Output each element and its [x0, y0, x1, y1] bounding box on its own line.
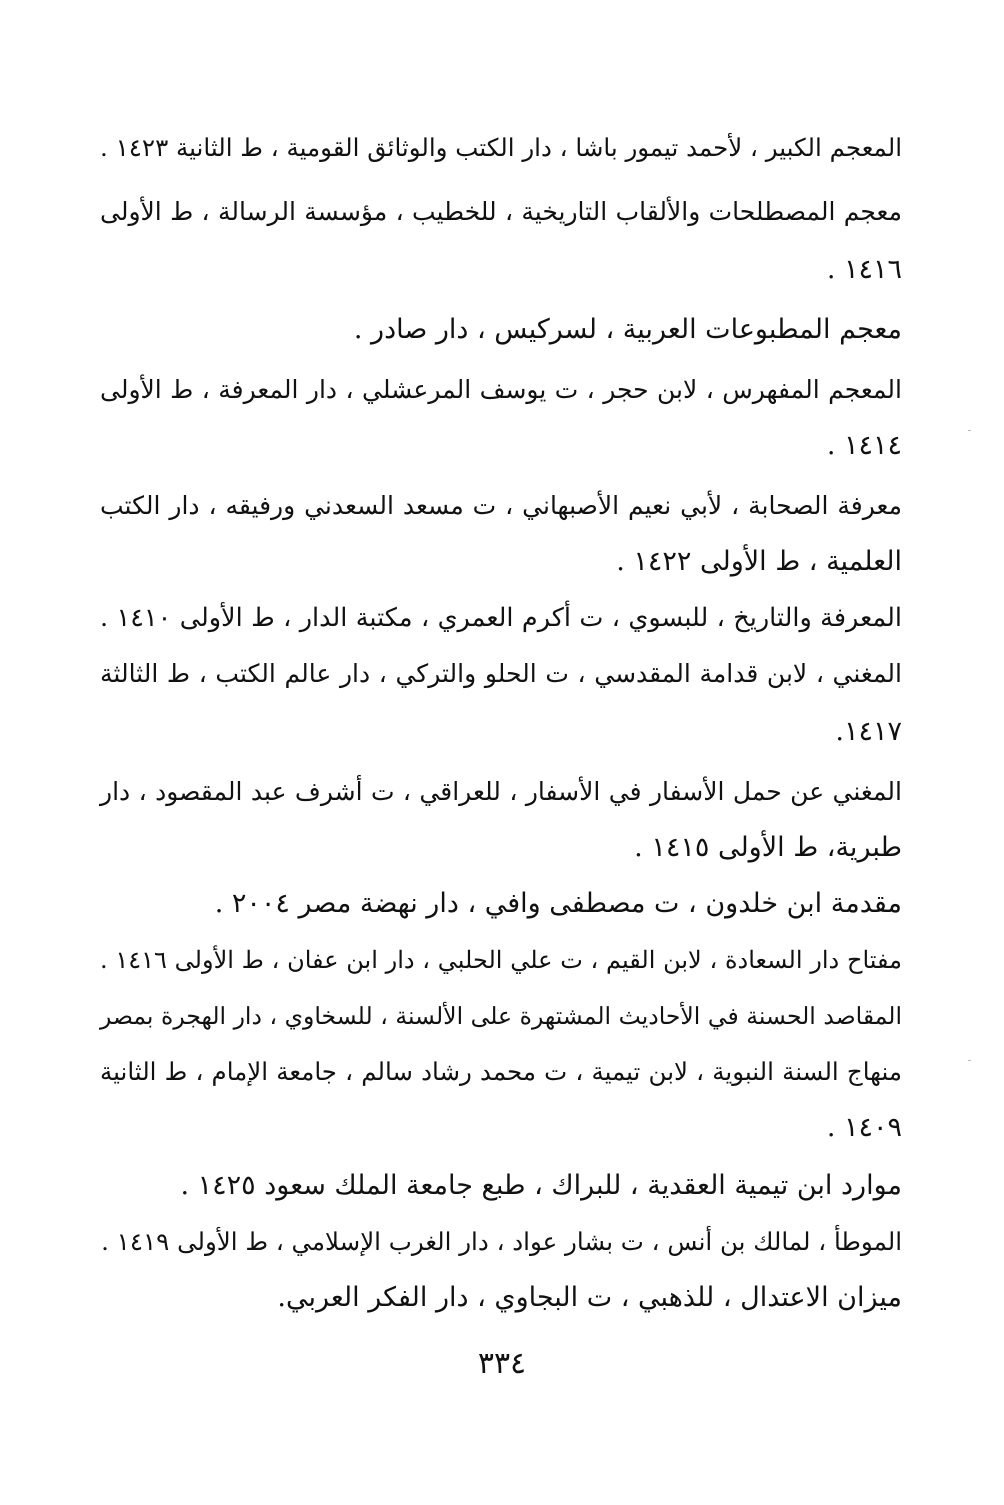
bibliography-line: معجم المطبوعات العربية ، لسركيس ، دار صادر .	[353, 314, 902, 345]
page-number: ٣٣٤	[477, 1346, 527, 1381]
bibliography-line: الموطأ ، لمالك بن أنس ، ت بشار عواد ، دار الغرب الإسلامي ، ط الأولى ١٤١٩ .	[101, 1227, 902, 1256]
margin-speck	[968, 1060, 971, 1061]
bibliography-line: معجم المصطلحات والألقاب التاريخية ، للخطيب ، مؤسسة الرسالة ، ط الأولى	[100, 197, 902, 226]
bibliography-line: المقاصد الحسنة في الأحاديث المشتهرة على الألسنة ، للسخاوي ، دار الهجرة بمصر	[100, 1002, 902, 1030]
bibliography-line: المعجم الكبير ، لأحمد تيمور باشا ، دار الكتب والوثائق القومية ، ط الثانية ١٤٢٣ .	[100, 133, 902, 162]
bibliography-line: موارد ابن تيمية العقدية ، للبراك ، طبع جامعة الملك سعود ١٤٢٥ .	[180, 1170, 902, 1201]
bibliography-line: ١٤١٤ .	[826, 430, 902, 461]
bibliography-line: طبرية، ط الأولى ١٤١٥ .	[634, 832, 902, 863]
bibliography-line: معرفة الصحابة ، لأبي نعيم الأصبهاني ، ت مسعد السعدني ورفيقه ، دار الكتب	[100, 491, 902, 520]
bibliography-line: ميزان الاعتدال ، للذهبي ، ت البجاوي ، دار الفكر العربي.	[277, 1282, 902, 1313]
margin-speck	[968, 430, 971, 431]
bibliography-line: العلمية ، ط الأولى ١٤٢٢ .	[616, 546, 902, 577]
bibliography-line: المعجم المفهرس ، لابن حجر ، ت يوسف المرعشلي ، دار المعرفة ، ط الأولى	[100, 375, 902, 404]
bibliography-line: المغني ، لابن قدامة المقدسي ، ت الحلو والتركي ، دار عالم الكتب ، ط الثالثة	[100, 659, 902, 688]
bibliography-line: مقدمة ابن خلدون ، ت مصطفى وافي ، دار نهضة مصر ٢٠٠٤ .	[214, 888, 902, 919]
bibliography-line: منهاج السنة النبوية ، لابن تيمية ، ت محمد رشاد سالم ، جامعة الإمام ، ط الثانية	[100, 1057, 902, 1086]
bibliography-line: ١٤١٧.	[835, 716, 902, 747]
bibliography-line: مفتاح دار السعادة ، لابن القيم ، ت علي الحلبي ، دار ابن عفان ، ط الأولى ١٤١٦ .	[100, 946, 902, 974]
bibliography-line: المغني عن حمل الأسفار في الأسفار ، للعراقي ، ت أشرف عبد المقصود ، دار	[100, 777, 902, 806]
bibliography-line: المعرفة والتاريخ ، للبسوي ، ت أكرم العمري ، مكتبة الدار ، ط الأولى ١٤١٠ .	[100, 603, 902, 633]
bibliography-line: ١٤٠٩ .	[826, 1112, 902, 1143]
bibliography-line: ١٤١٦ .	[826, 254, 902, 285]
